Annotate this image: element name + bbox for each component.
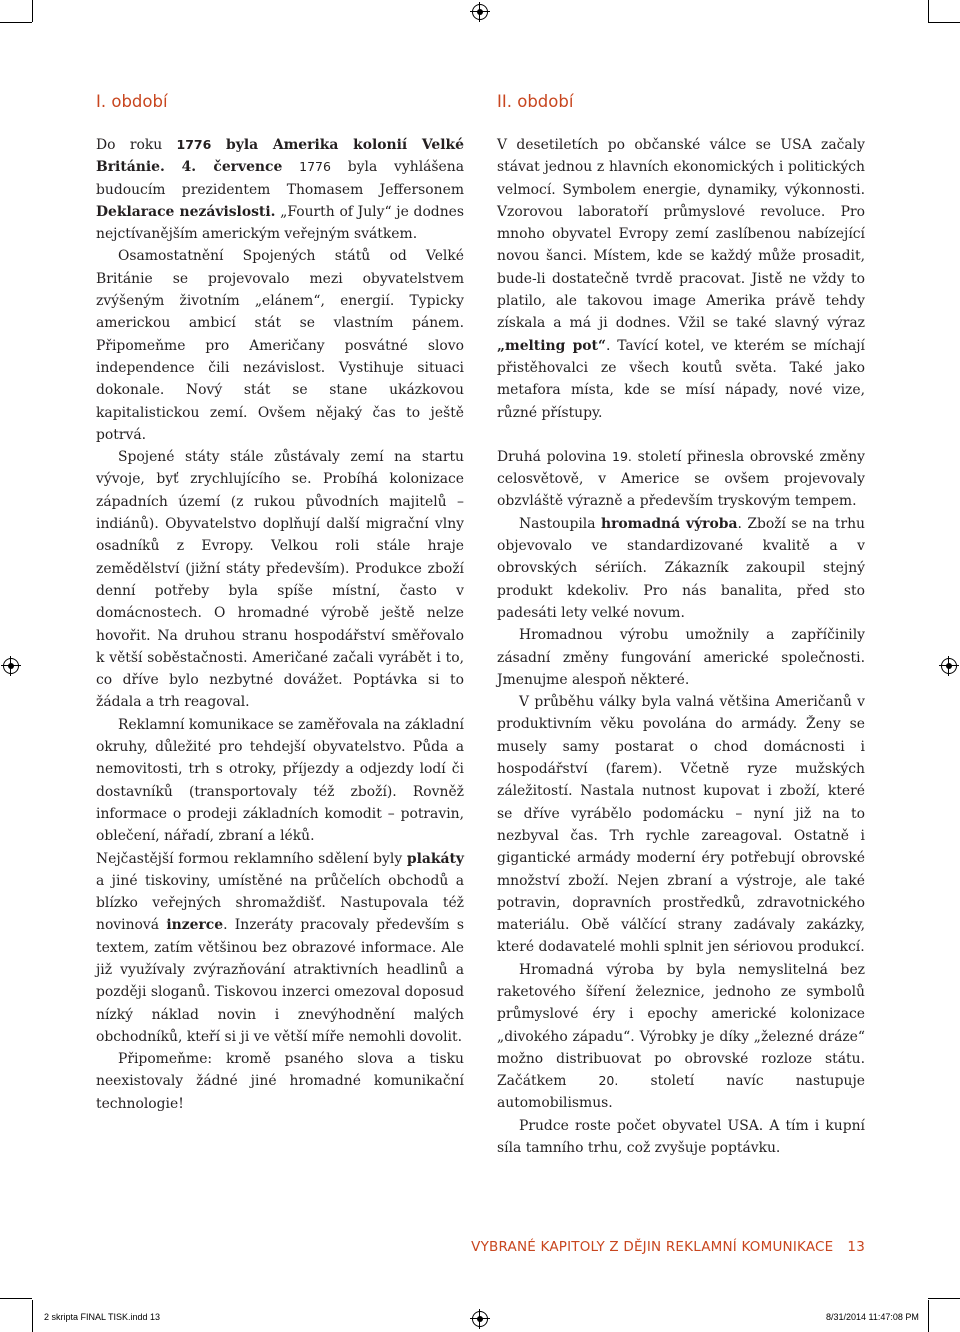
registration-mark-icon	[472, 1311, 488, 1327]
crop-mark	[0, 22, 32, 23]
crop-mark	[32, 0, 33, 22]
right-column-text	[497, 134, 865, 1159]
crop-mark	[928, 1298, 960, 1299]
registration-mark-icon	[3, 658, 19, 674]
slug-timestamp: 8/31/2014 11:47:08 PM	[826, 1312, 919, 1322]
left-column-heading: I. období	[96, 92, 168, 111]
paragraph: Nejčastější formou reklamního sdělení byly plakáty a jiné tiskoviny, umístěné na průčelích obchodů a blízko veřejných shromaždišť. Nastupovala též novinová inzerce. Inzeráty pracovaly především s textem, zatím většinou bez obrazové informace. Ale již využívaly zvýrazňování atraktivních headlinů a později sloganů. Tiskovou inzerci omezoval doposud nízký náklad novin i znevýhodnění malých obchodníků, kteří si ji ve větší míře nemohli dovolit.	[96, 850, 465, 1045]
registration-mark-icon	[472, 4, 488, 20]
footer-title: VYBRANÉ KAPITOLY Z DĚJIN REKLAMNÍ KOMUNIKACE	[471, 1239, 834, 1255]
running-footer	[471, 1239, 865, 1255]
crop-mark	[928, 22, 960, 23]
paragraph: Nastoupila hromadná výroba. Zboží se na trhu objevovalo ve standardizované kvalitě a v obrovských sériích. Zákazník zakoupil stejný produkt kdekoliv. Pro nás banalita, před sto padesáti lety velké novum.	[497, 515, 866, 621]
paragraph: V desetiletích po občanské válce se USA začaly stávat jednou z hlavních ekonomických i politických velmocí. Symbolem energie, dynamiky, výkonnosti. Vzorovou laboratoří průmyslové revoluce. Pro mnoho obyvatel Evropy zemí zaslíbenou nabízející novou šanci. Místem, kde se každý může prosadit, bude-li dostatečně tvrdě pracovat. Jistě ne vždy to platilo, ale takovou image Amerika právě tehdy získala a má ji dodnes. Vžil se také slavný výraz „melting pot“. Tavící kotel, ve kterém se míchají přistěhovalci ze všech koutů světa. Také jako metafora místa, kde se mísí nápady, nové vize, různé přístupy.	[497, 137, 865, 421]
paragraph: V průběhu války byla valná většina Američanů v produktivním věku povolána do armády. Ženy se musely samy postarat o chod domácnosti i hospodářství (farem). Včetně ryze mužských záležitostí. Nastala nutnost kupovat i zboží, které se dříve vyrábělo podomácku – nyní již na to nezbyval čas. Trh rychle zareagoval. Ostatně i gigantické armády moderní éry potřebují obrovské množství zboží. Nejen zbraní a výstroje, ale také potravin, dopravních prostředků, zdravotnického materiálu. Obě válčící strany zadávaly zakázky, které dodavatelé mohli splnit jen sériovou produkcí.	[497, 694, 865, 956]
paragraph: Hromadnou výrobu umožnily a zapříčinily zásadní změny fungování americké společnosti. Jmenujme alespoň některé.	[497, 627, 865, 688]
left-column-text	[96, 134, 464, 1115]
paragraph: Připomeňme: kromě psaného slova a tisku neexistovaly žádné jiné hromadné komunikační technologie!	[96, 1051, 464, 1112]
paragraph: Hromadná výroba by byla nemyslitelná bez raketového šíření železnice, jednoho ze symbolů průmyslové éry i epochy americké kolonizace „divokého západu“. Výrobky je díky „železné dráze“ možno distribuovat po obrovské rozloze státu. Začátkem 20. století navíc nastupuje automobilismus.	[497, 961, 865, 1112]
page-number: 13	[847, 1239, 865, 1255]
crop-mark	[0, 1298, 32, 1299]
slug-filename: 2 skripta FINAL TISK.indd 13	[44, 1312, 161, 1322]
paragraph: Druhá polovina 19. století přinesla obrovské změny celosvětově, v Americe se ovšem projevovaly obzvláště výrazně a především tryskovým tempem.	[497, 448, 865, 510]
paragraph: Reklamní komunikace se zaměřovala na základní okruhy, důležité pro tehdejší obyvatelstvo. Půda a nemovitosti, trh s otroky, příjezdy a odjezdy lodí či dostavníků (transportovaly též zboží). Rovněž informace o prodeji základních komodit – potravin, oblečení, nářadí, zbraní a léků.	[96, 716, 464, 845]
crop-mark	[928, 1300, 929, 1332]
crop-mark	[32, 1300, 33, 1332]
paragraph: Prudce roste počet obyvatel USA. A tím i kupní síla tamního trhu, což zvyšuje poptávku.	[497, 1117, 865, 1157]
paragraph: Spojené státy stále zůstávaly zemí na startu vývoje, byť zrychlujícího se. Probíhá kolonizace západních území (z rukou původních majitelů – indiánů). Obyvatelstvo doplňují další migrační vlny osadníků z Evropy. Velkou roli stále hraje zemědělství (jižní státy především). Produkce zboží denní potřeby byla spíše místní, často v domácnostech. O hromadné výrobě ještě nelze hovořit. Na druhou stranu hospodářství směřovalo k větší soběstačnosti. Američané začali vyrábět i to, co dříve bylo nezbytné dovážet. Poptávka si to žádala a trh reagoval.	[96, 449, 464, 711]
registration-mark-icon	[941, 658, 957, 674]
crop-mark	[928, 0, 929, 22]
paragraph: Do roku 1776 byla Amerika kolonií Velké Británie. 4. července 1776 byla vyhlášena budoucím prezidentem Thomasem Jeffersonem Deklarace nezávislosti. „Fourth of July“ je dodnes nejctívanějším americkým veřejným svátkem.	[96, 137, 464, 243]
right-column-heading: II. období	[497, 92, 574, 111]
paragraph: Osamostatnění Spojených států od Velké Británie se projevovalo mezi obyvatelstvem zvýšeným životním „elánem“, energií. Typicky americkou ambicí stát se vlastním pánem. Připomeňme pro Američany posvátné slovo independence čili nezávislost. Vystihuje situaci dokonale. Nový stát se stane ukázkovou kapitalistickou zemí. Ovšem nějaký čas to ještě potrvá.	[96, 248, 464, 443]
